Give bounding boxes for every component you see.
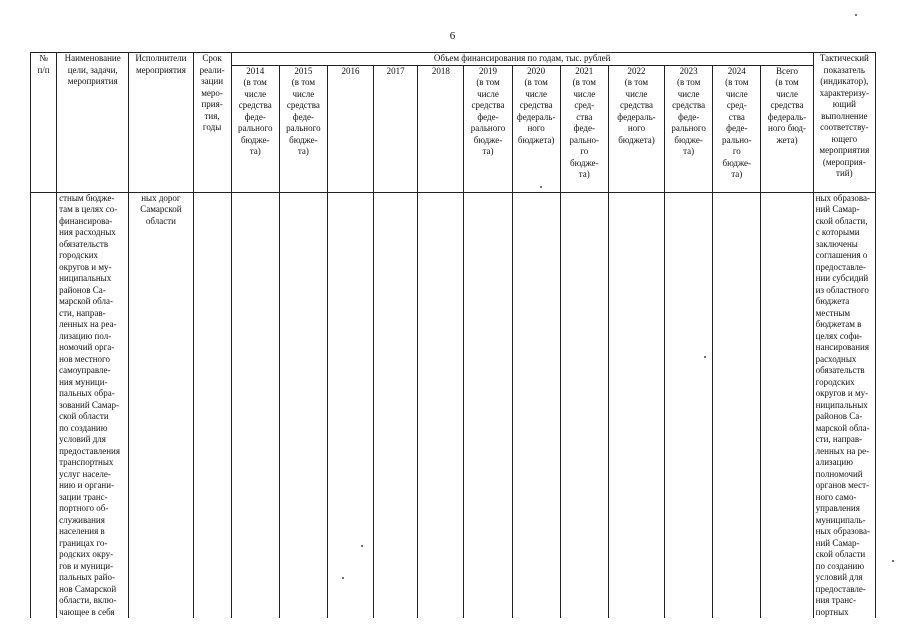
row-2017-cell — [374, 192, 418, 618]
year-2016-header: 2016 — [327, 65, 373, 192]
col-indicator-header: Тактический показатель (индикатор), характеризу- ющий выполнение соответству- ющего мероприятия (мероприя- тий) — [813, 53, 875, 193]
row-num-cell — [31, 192, 57, 618]
year-2017-header: 2017 — [374, 65, 418, 192]
scan-speck — [342, 577, 344, 579]
row-2015-cell — [279, 192, 327, 618]
year-2018-header: 2018 — [418, 65, 464, 192]
row-name-cell: стным бюдже- там в целях со- финансирова- ния расходных обязательств городских округов и му- ниципальных районов Са- марской обла- сти, направ- ленных на реа- лизацию пол- номочий орга- нов местного самоуправле- ния муници- пальных обра- зований Самар- ской области по созданию условий для предоставления транспортных услуг населе- нию и органи- зации транс- портного об- служивания населения в границах го- родских окру- гов и муници- пальных райо- нов Самарской области, вклю- чающее в себя — [57, 192, 129, 618]
scan-speck — [892, 560, 894, 562]
scan-speck — [540, 186, 542, 188]
row-term-cell — [193, 192, 231, 618]
year-2015-header: 2015 (в том числе средства феде- рального бюдже- та) — [279, 65, 327, 192]
scan-speck — [855, 14, 857, 16]
row-executors-cell: ных дорог Самарской области — [129, 192, 193, 618]
col-term-header: Срок реали- зации меро- прия- тия, годы — [193, 53, 231, 193]
year-2019-header: 2019 (в том числе средства феде- рального бюдже- та) — [464, 65, 512, 192]
scan-speck — [361, 545, 363, 547]
year-2023-header: 2023 (в том числе средства феде- рального бюдже- та) — [665, 65, 713, 192]
col-num-header: № п/п — [31, 53, 57, 193]
page-number: 6 — [449, 30, 456, 42]
table-row — [31, 192, 876, 618]
row-2018-cell — [418, 192, 464, 618]
col-name-header: Наименование цели, задачи, мероприятия — [57, 53, 129, 193]
row-2023-cell — [665, 192, 713, 618]
year-2020-header: 2020 (в том числе средства федераль- ного бюджета) — [512, 65, 560, 192]
row-2014-cell — [231, 192, 279, 618]
scan-speck — [704, 356, 706, 358]
col-total-header: Всего (в том числе средства федераль- ного бюд- жета) — [761, 65, 813, 192]
year-2022-header: 2022 (в том числе средства федераль- ного бюджета) — [608, 65, 664, 192]
row-2016-cell — [327, 192, 373, 618]
row-indicator-cell: ных образова- ний Самар- ской области, с которыми заключены соглашения о предоставле- нии субсидий из областного бюджета местным бюджетам в целях софи- нансирования расходных обязательств городских округов и му- ниципальных районов Са- марской обла- сти, направ- ленных на ре- ализацию полномочий органов мест- ного само- управления муниципаль- ных образова- ний Самар- ской области по созданию условий для предоставле- ния транс- портных — [813, 192, 875, 618]
col-executors-header: Исполнители мероприятия — [129, 53, 193, 193]
row-2019-cell — [464, 192, 512, 618]
year-2014-header: 2014 (в том числе средства феде- рального бюдже- та) — [231, 65, 279, 192]
header-row-1 — [31, 53, 876, 66]
row-2021-cell — [560, 192, 608, 618]
row-total-cell — [761, 192, 813, 618]
year-2024-header: 2024 (в том числе сред- ства феде- рально- го бюдже- та) — [713, 65, 761, 192]
row-2022-cell — [608, 192, 664, 618]
year-2021-header: 2021 (в том числе сред- ства феде- рально- го бюдже- та) — [560, 65, 608, 192]
funding-header: Объем финансирования по годам, тыс. рублей — [231, 53, 813, 66]
funding-table — [30, 52, 876, 618]
row-2024-cell — [713, 192, 761, 618]
row-2020-cell — [512, 192, 560, 618]
